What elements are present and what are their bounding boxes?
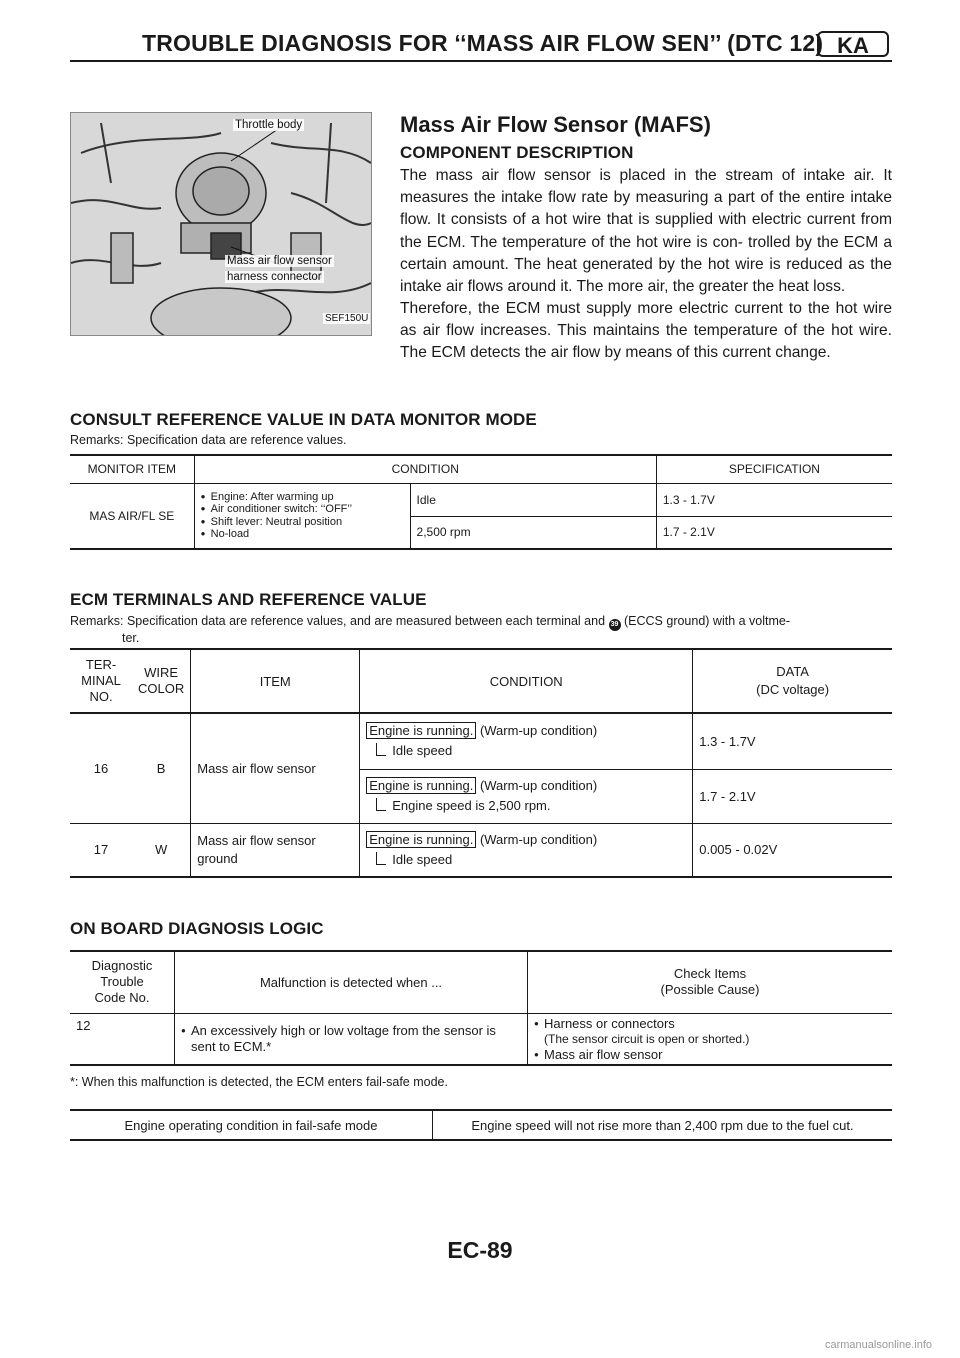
subsection-component-description: COMPONENT DESCRIPTION: [400, 143, 634, 162]
obd-logic-table: [70, 950, 892, 1066]
failsafe-result: Engine speed will not rise more than 2,400 rpm due to the fuel cut.: [433, 1110, 893, 1140]
figure-label-connector: harness connector: [227, 271, 322, 283]
ecm-terminal-table: [70, 648, 892, 878]
ecm-remarks-text: Remarks: Specification data are reference values, and are measured between each terminal and: [70, 614, 606, 628]
consult-header-condition: CONDITION: [194, 455, 656, 483]
watermark: carmanualsonline.info: [824, 1339, 932, 1351]
consult-reference-table: [70, 454, 892, 550]
ecm-section-title: ECM TERMINALS AND REFERENCE VALUE: [70, 590, 427, 609]
failsafe-condition: Engine operating condition in fail-safe mode: [124, 1117, 378, 1133]
obd-malfunction: ● An excessively high or low voltage from the sensor is sent to ECM.*: [175, 1013, 528, 1065]
consult-remarks: Remarks: Specification data are reference values.: [70, 433, 347, 447]
ecm-data: 1.3 - 1.7V: [693, 713, 892, 769]
consult-conditions: [194, 483, 410, 549]
consult-header-specification: SPECIFICATION: [656, 455, 892, 483]
ecm-remarks-text-2: (ECCS ground) with a voltme-: [624, 614, 791, 628]
consult-section-title: CONSULT REFERENCE VALUE IN DATA MONITOR MODE: [70, 410, 537, 429]
ecm-condition: Engine is running. (Warm-up condition) Engine speed is 2,500 rpm.: [360, 769, 693, 823]
consult-condition-item: ● Air conditioner switch: ‘‘OFF’’: [201, 503, 404, 516]
consult-row-spec: 1.7 - 2.1V: [656, 516, 892, 549]
consult-row-spec: 1.3 - 1.7V: [656, 483, 892, 516]
description-paragraph-2: Therefore, the ECM must supply more electric current to the hot wire as air flow increases. This maintains the temperature of the hot wire. The ECM detects the air flow by means of this current change.: [400, 300, 892, 362]
ecm-header-wire-color: WIRE COLOR: [138, 665, 185, 696]
ecm-header-item: ITEM: [191, 649, 360, 713]
failsafe-table: [70, 1109, 892, 1141]
ecm-remarks: [70, 614, 892, 645]
ecm-item: Mass air flow sensor ground: [191, 823, 360, 877]
ecm-terminal-number: 16: [70, 713, 132, 823]
terminal-number-icon: 39: [609, 619, 621, 631]
ecm-wire-color: W: [132, 823, 191, 877]
page-header-title: TROUBLE DIAGNOSIS FOR ‘‘MASS AIR FLOW SEN’’ (DTC 12): [142, 30, 824, 56]
obd-header-code: Diagnostic Trouble Code No.: [91, 958, 153, 1006]
figure-label-throttle: Throttle body: [235, 119, 303, 131]
sensor-location-figure: [70, 112, 372, 336]
page-number: EC-89: [447, 1237, 513, 1263]
ecm-header-condition: CONDITION: [360, 649, 693, 713]
ecm-condition: Engine is running. (Warm-up condition) Idle speed: [360, 823, 693, 877]
obd-header-malfunction: Malfunction is detected when ...: [175, 951, 528, 1013]
consult-condition-item: ● Engine: After warming up: [201, 491, 404, 504]
section-title-mafs: Mass Air Flow Sensor (MAFS): [400, 112, 711, 137]
ecm-data: 1.7 - 2.1V: [693, 769, 892, 823]
ecm-header-data: DATA (DC voltage): [693, 649, 892, 713]
engine-badge: KA: [817, 31, 889, 57]
ecm-header-terminal: TER- MINAL NO.: [81, 657, 121, 704]
obd-section-title: ON BOARD DIAGNOSIS LOGIC: [70, 919, 324, 938]
ecm-condition: Engine is running. (Warm-up condition) Idle speed: [360, 713, 693, 769]
obd-footnote: *: When this malfunction is detected, the ECM enters fail-safe mode.: [70, 1075, 448, 1089]
description-paragraph-1: The mass air flow sensor is placed in the stream of intake air. It measures the intake flow rate by measuring a part of the entire intake flow. It consists of a hot wire that is supplied with electric current from the ECM. The temperature of the hot wire is con- trolled by the ECM a certain amount. The heat generated by the hot wire is reduced as the intake air flows around it. The more air, the greater the heat loss.: [400, 167, 892, 296]
consult-monitor-item: MAS AIR/FL SE: [70, 483, 194, 549]
ecm-remarks-cont: ter.: [122, 631, 140, 645]
consult-row-condition: 2,500 rpm: [410, 516, 656, 549]
figure-code: SEF150U: [325, 313, 369, 324]
ecm-data: 0.005 - 0.02V: [693, 823, 892, 877]
ecm-wire-color: B: [132, 713, 191, 823]
consult-row-condition: Idle: [410, 483, 656, 516]
ecm-terminal-number: 17: [70, 823, 132, 877]
consult-condition-item: ● No-load: [201, 528, 404, 541]
consult-header-monitor-item: MONITOR ITEM: [87, 462, 177, 477]
figure-label-sensor: Mass air flow sensor: [227, 255, 332, 267]
obd-code: 12: [70, 1013, 175, 1065]
header-rule: [70, 60, 892, 62]
consult-condition-item: ● Shift lever: Neutral position: [201, 516, 404, 529]
ecm-item: Mass air flow sensor: [191, 713, 360, 823]
obd-header-check-items: Check Items (Possible Cause): [528, 951, 893, 1013]
obd-check-items: ● Harness or connectors (The sensor circuit is open or shorted.) ● Mass air flow sensor: [528, 1013, 893, 1065]
engine-bay-illustration: [71, 113, 371, 335]
